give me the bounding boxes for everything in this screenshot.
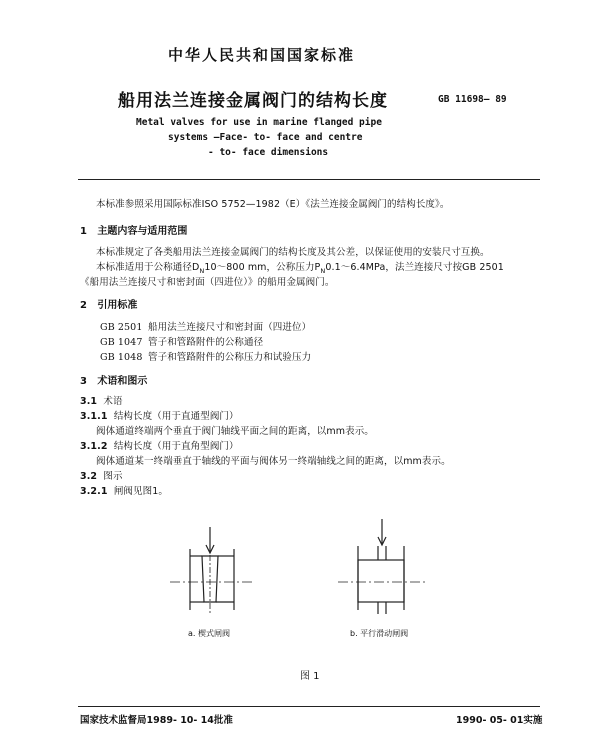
reference-title: 管子和管路附件的公称压力和试验压力 bbox=[148, 352, 312, 363]
dn-subscript: N bbox=[199, 266, 205, 275]
section-3-1-1-title: 结构长度（用于直通型阀门） bbox=[113, 411, 239, 422]
reference-title: 管子和管路附件的公称通径 bbox=[148, 337, 264, 348]
section-1-p2-part-c: 0.1～6.4MPa，法兰连接尺寸按GB 2501 bbox=[325, 262, 504, 273]
section-3-1-2-title: 结构长度（用于直角型阀门） bbox=[113, 441, 239, 452]
document-title-en-line-2: systems —Face- to- face and centre bbox=[168, 132, 363, 143]
approval-date: 国家技术监督局1989- 10- 14批准 bbox=[80, 715, 233, 726]
section-3-2-1-number: 3.2.1 bbox=[80, 486, 108, 497]
section-1-paragraph-1: 本标准规定了各类船用法兰连接金属阀门的结构长度及其公差，以保证使用的安装尺寸互换。 bbox=[96, 247, 490, 258]
standard-code: GB 11698— 89 bbox=[438, 94, 507, 105]
section-3-1-number: 3.1 bbox=[80, 396, 98, 407]
intro-paragraph: 本标准参照采用国际标准ISO 5752—1982（E）《法兰连接金属阀门的结构长度》。 bbox=[96, 199, 450, 210]
section-2-title: 引用标准 bbox=[97, 300, 138, 311]
figure-caption-b: b. 平行滑动闸阀 bbox=[350, 629, 409, 638]
reference-code: GB 1048 bbox=[100, 352, 143, 363]
reference-code: GB 1047 bbox=[100, 337, 143, 348]
section-3-1-2-number: 3.1.2 bbox=[80, 441, 108, 452]
section-3-2-title: 图示 bbox=[103, 471, 123, 482]
reference-title: 船用法兰连接尺寸和密封面（四进位） bbox=[148, 322, 312, 333]
section-1-number: 1 bbox=[80, 226, 87, 237]
document-title-en-line-3: - to- face dimensions bbox=[208, 147, 329, 158]
national-standard-heading: 中华人民共和国国家标准 bbox=[168, 46, 356, 64]
reference-code: GB 2501 bbox=[100, 322, 143, 333]
section-3-1-2-definition: 阀体通道某一终端垂直于轴线的平面与阀体另一终端轴线之间的距离，以mm表示。 bbox=[96, 456, 451, 467]
section-1-paragraph-3: 《船用法兰连接尺寸和密封面（四进位）》的船用金属阀门。 bbox=[80, 277, 335, 288]
section-1-p2-part-a: 本标准适用于公称通径D bbox=[96, 262, 200, 273]
section-1-p2-part-b: 10～800 mm，公称压力P bbox=[204, 262, 321, 273]
section-3-1-title: 术语 bbox=[103, 396, 123, 407]
section-2-number: 2 bbox=[80, 300, 87, 311]
section-3-1-1-definition: 阀体通道终端两个垂直于阀门轴线平面之间的距离，以mm表示。 bbox=[96, 426, 374, 437]
wedge-gate-valve-diagram bbox=[170, 527, 254, 615]
document-title-cn: 船用法兰连接金属阀门的结构长度 bbox=[118, 91, 388, 111]
section-3-2-number: 3.2 bbox=[80, 471, 98, 482]
body-b bbox=[358, 560, 404, 602]
section-3-title: 术语和图示 bbox=[97, 376, 148, 387]
figure-title: 图 1 bbox=[300, 671, 320, 682]
footer-divider bbox=[78, 706, 540, 707]
section-3-1-1-number: 3.1.1 bbox=[80, 411, 108, 422]
pn-subscript: N bbox=[320, 266, 326, 275]
section-3-number: 3 bbox=[80, 376, 87, 387]
document-title-en-line-1: Metal valves for use in marine flanged pipe bbox=[136, 117, 382, 128]
figure-caption-a: a. 楔式闸阀 bbox=[188, 629, 230, 638]
section-3-2-1-text: 闸阀见图1。 bbox=[113, 486, 168, 497]
section-1-title: 主题内容与适用范围 bbox=[97, 226, 188, 237]
effective-date: 1990- 05- 01实施 bbox=[456, 715, 543, 726]
parallel-slide-gate-valve-diagram bbox=[338, 519, 428, 614]
